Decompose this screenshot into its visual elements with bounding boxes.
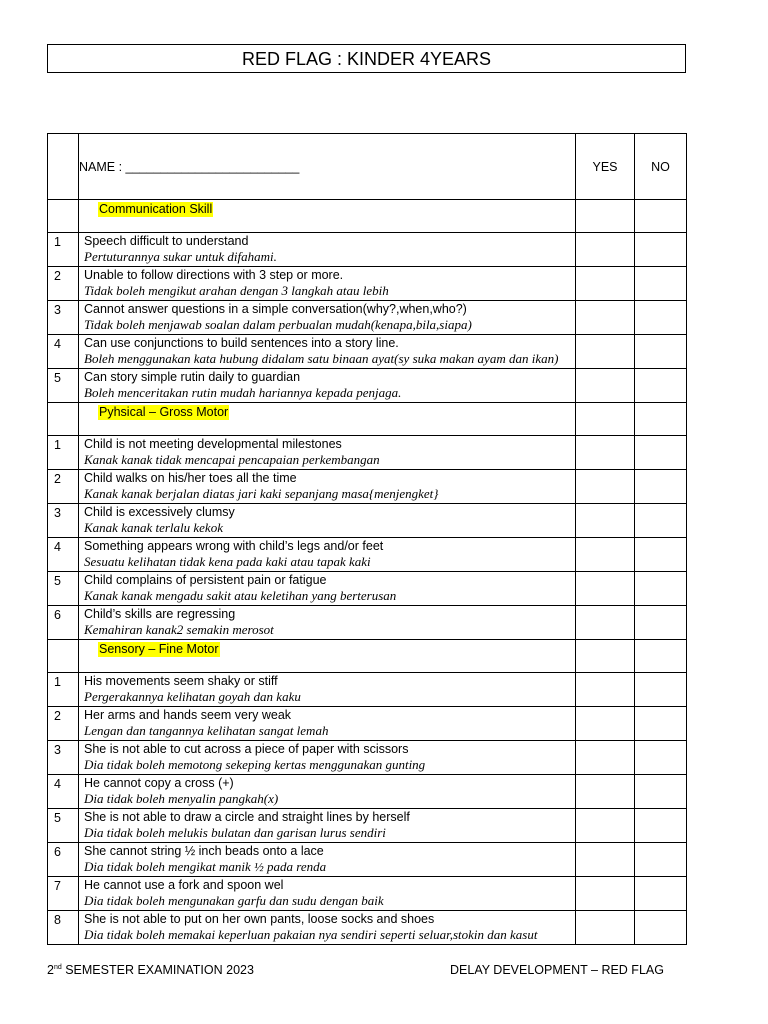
checklist-row [48,673,687,707]
section-header-row [48,640,687,673]
yes-checkbox-cell[interactable] [576,369,635,403]
table-header-row [48,134,687,200]
checklist-row [48,436,687,470]
checklist-row [48,606,687,640]
section-title-cell [79,200,576,233]
checklist-row [48,707,687,741]
item-english-text: Child’s skills are regressing [84,607,236,621]
yes-checkbox-cell[interactable] [576,707,635,741]
item-malay-text: Lengan dan tangannya kelihatan sangat lemah [84,723,329,738]
no-checkbox-cell[interactable] [635,301,687,335]
item-malay-text: Kemahiran kanak2 semakin merosot [84,622,274,637]
item-text-cell [79,369,576,403]
no-checkbox-cell[interactable] [635,538,687,572]
item-malay-text: Boleh menggunakan kata hubung didalam satu binaan ayat(sy suka makan ayam dan ikan) [84,351,559,366]
yes-checkbox-cell[interactable] [576,911,635,945]
item-english-text: Unable to follow directions with 3 step or more. [84,268,344,282]
red-flag-checklist-table [47,133,687,945]
item-number: 7 [48,877,79,911]
item-text-cell [79,809,576,843]
checklist-row [48,843,687,877]
item-malay-text: Pertuturannya sukar untuk difahami. [84,249,277,264]
item-number: 3 [48,301,79,335]
item-text-cell [79,301,576,335]
item-english-text: Child walks on his/her toes all the time [84,471,297,485]
item-english-text: She is not able to draw a circle and straight lines by herself [84,810,410,824]
checklist-row [48,775,687,809]
no-checkbox-cell[interactable] [635,707,687,741]
item-text-cell [79,673,576,707]
section-title: Sensory – Fine Motor [99,642,219,656]
yes-checkbox-cell[interactable] [576,843,635,877]
yes-checkbox-cell[interactable] [576,470,635,504]
checklist-row [48,267,687,301]
checklist-row [48,301,687,335]
item-malay-text: Dia tidak boleh menyalin pangkah(x) [84,791,279,806]
no-checkbox-cell[interactable] [635,809,687,843]
item-text-cell [79,470,576,504]
item-number: 6 [48,606,79,640]
no-checkbox-cell[interactable] [635,436,687,470]
item-text-cell [79,335,576,369]
yes-column-header: YES [576,134,635,200]
checklist-row [48,877,687,911]
no-checkbox-cell[interactable] [635,200,687,233]
yes-checkbox-cell[interactable] [576,403,635,436]
yes-checkbox-cell[interactable] [576,436,635,470]
no-checkbox-cell[interactable] [635,606,687,640]
section-header-row [48,200,687,233]
item-number: 3 [48,741,79,775]
item-english-text: His movements seem shaky or stiff [84,674,278,688]
item-malay-text: Kanak kanak berjalan diatas jari kaki sepanjang masa{menjengket} [84,486,439,501]
no-column-header: NO [635,134,687,200]
footer-ordinal: 2 [47,963,54,977]
item-malay-text: Boleh menceritakan rutin mudah hariannya kepada penjaga. [84,385,402,400]
no-checkbox-cell[interactable] [635,775,687,809]
yes-checkbox-cell[interactable] [576,504,635,538]
no-checkbox-cell[interactable] [635,233,687,267]
item-text-cell [79,233,576,267]
section-title: Communication Skill [99,202,213,216]
yes-checkbox-cell[interactable] [576,606,635,640]
item-number: 6 [48,843,79,877]
section-num-cell [48,640,79,673]
item-malay-text: Pergerakannya kelihatan goyah dan kaku [84,689,301,704]
item-text-cell [79,843,576,877]
item-number: 3 [48,504,79,538]
yes-checkbox-cell[interactable] [576,233,635,267]
item-malay-text: Dia tidak boleh memakai keperluan pakaian nya sendiri seperti seluar,stokin dan kasut [84,927,538,942]
yes-checkbox-cell[interactable] [576,335,635,369]
item-malay-text: Dia tidak boleh mengunakan garfu dan sudu dengan baik [84,893,384,908]
checklist-row [48,741,687,775]
item-text-cell [79,741,576,775]
yes-checkbox-cell[interactable] [576,640,635,673]
item-number: 5 [48,369,79,403]
item-malay-text: Dia tidak boleh melukis bulatan dan garisan lurus sendiri [84,825,386,840]
no-checkbox-cell[interactable] [635,335,687,369]
item-text-cell [79,877,576,911]
item-english-text: Her arms and hands seem very weak [84,708,292,722]
item-malay-text: Kanak kanak mengadu sakit atau keletihan yang berterusan [84,588,397,603]
no-checkbox-cell[interactable] [635,369,687,403]
item-number: 4 [48,538,79,572]
no-checkbox-cell[interactable] [635,640,687,673]
checklist-row [48,233,687,267]
item-english-text: She is not able to put on her own pants, loose socks and shoes [84,912,435,926]
footer-ordinal-suffix: nd [53,963,62,971]
section-header-row [48,403,687,436]
section-num-cell [48,403,79,436]
no-checkbox-cell[interactable] [635,877,687,911]
item-number: 8 [48,911,79,945]
item-text-cell [79,572,576,606]
item-text-cell [79,707,576,741]
item-text-cell [79,538,576,572]
checklist-row [48,470,687,504]
checklist-row [48,538,687,572]
item-number: 1 [48,673,79,707]
item-text-cell [79,504,576,538]
yes-checkbox-cell[interactable] [576,741,635,775]
section-title-cell [79,640,576,673]
no-checkbox-cell[interactable] [635,504,687,538]
item-number: 2 [48,707,79,741]
yes-checkbox-cell[interactable] [576,877,635,911]
item-text-cell [79,606,576,640]
no-checkbox-cell[interactable] [635,843,687,877]
no-checkbox-cell[interactable] [635,470,687,504]
item-malay-text: Dia tidak boleh memotong sekeping kertas menggunakan gunting [84,757,426,772]
item-malay-text: Kanak kanak terlalu kekok [84,520,223,535]
yes-checkbox-cell[interactable] [576,809,635,843]
item-malay-text: Dia tidak boleh mengikat manik ½ pada renda [84,859,327,874]
section-title: Pyhsical – Gross Motor [99,405,229,419]
no-checkbox-cell[interactable] [635,673,687,707]
yes-checkbox-cell[interactable] [576,301,635,335]
no-checkbox-cell[interactable] [635,572,687,606]
item-english-text: Cannot answer questions in a simple conversation(why?,when,who?) [84,302,467,316]
no-checkbox-cell[interactable] [635,267,687,301]
item-english-text: He cannot copy a cross (+) [84,776,234,790]
item-text-cell [79,775,576,809]
checklist-row [48,369,687,403]
item-number: 1 [48,233,79,267]
item-text-cell [79,911,576,945]
item-malay-text: Sesuatu kelihatan tidak kena pada kaki atau tapak kaki [84,554,371,569]
yes-checkbox-cell[interactable] [576,267,635,301]
item-english-text: Child is excessively clumsy [84,505,235,519]
item-number: 2 [48,470,79,504]
item-number: 5 [48,572,79,606]
name-field[interactable]: NAME : _________________________ [79,134,576,200]
item-english-text: Something appears wrong with child’s legs and/or feet [84,539,384,553]
item-number: 2 [48,267,79,301]
no-checkbox-cell[interactable] [635,911,687,945]
yes-checkbox-cell[interactable] [576,538,635,572]
item-english-text: He cannot use a fork and spoon wel [84,878,284,892]
document-title: RED FLAG : KINDER 4YEARS [47,44,686,73]
checklist-row [48,504,687,538]
item-number: 5 [48,809,79,843]
item-text-cell [79,267,576,301]
footer-exam-text: SEMESTER EXAMINATION 2023 [61,963,254,977]
checklist-row [48,335,687,369]
item-malay-text: Tidak boleh menjawab soalan dalam perbualan mudah(kenapa,bila,siapa) [84,317,472,332]
item-english-text: Can story simple rutin daily to guardian [84,370,301,384]
yes-checkbox-cell[interactable] [576,673,635,707]
no-checkbox-cell[interactable] [635,741,687,775]
header-num-cell [48,134,79,200]
item-english-text: Child is not meeting developmental milestones [84,437,342,451]
checklist-row [48,809,687,843]
item-english-text: She cannot string ½ inch beads onto a lace [84,844,324,858]
yes-checkbox-cell[interactable] [576,572,635,606]
item-number: 1 [48,436,79,470]
item-english-text: She is not able to cut across a piece of paper with scissors [84,742,409,756]
item-english-text: Can use conjunctions to build sentences into a story line. [84,336,399,350]
item-text-cell [79,436,576,470]
yes-checkbox-cell[interactable] [576,200,635,233]
item-malay-text: Tidak boleh mengikut arahan dengan 3 langkah atau lebih [84,283,389,298]
checklist-row [48,911,687,945]
footer-exam-label [47,963,254,977]
item-english-text: Child complains of persistent pain or fatigue [84,573,327,587]
section-num-cell [48,200,79,233]
item-english-text: Speech difficult to understand [84,234,249,248]
item-number: 4 [48,775,79,809]
no-checkbox-cell[interactable] [635,403,687,436]
footer-topic-label: DELAY DEVELOPMENT – RED FLAG [450,963,664,977]
item-malay-text: Kanak kanak tidak mencapai pencapaian perkembangan [84,452,380,467]
item-number: 4 [48,335,79,369]
section-title-cell [79,403,576,436]
checklist-row [48,572,687,606]
yes-checkbox-cell[interactable] [576,775,635,809]
